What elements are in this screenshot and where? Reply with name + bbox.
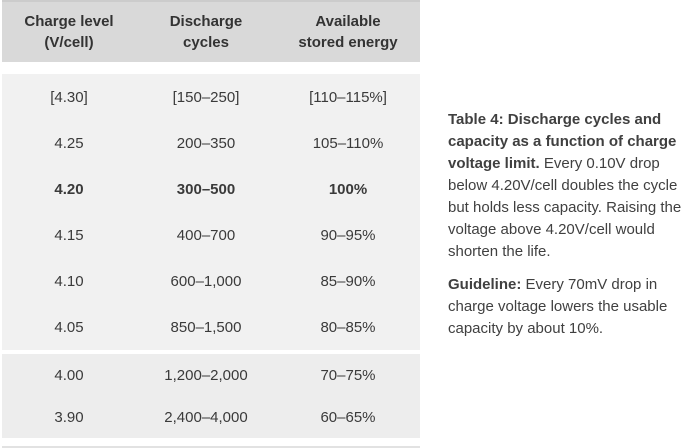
table-row <box>2 74 420 120</box>
table-row <box>2 354 420 396</box>
table-cell-energy: 90–95% <box>320 226 376 244</box>
header-cell-stored-energy <box>276 11 420 53</box>
header-cell-discharge-cycles <box>136 11 276 53</box>
table-row <box>2 166 420 212</box>
table-cell-energy: 70–75% <box>320 366 376 384</box>
guideline-label: Guideline: <box>448 276 522 293</box>
table-body-lower <box>2 354 420 438</box>
table-row <box>2 304 420 350</box>
table-cell-cycles: 1,200–2,000 <box>164 366 248 384</box>
table-cell-charge: [4.30] <box>50 88 88 106</box>
header-line: Discharge <box>169 13 243 30</box>
table-row <box>2 212 420 258</box>
table-cell-energy: 105–110% <box>312 134 384 152</box>
table-cell-charge: 4.15 <box>54 226 84 244</box>
header-line: cycles <box>183 34 229 51</box>
header-cell-charge-level <box>2 11 136 53</box>
table-cell-energy: 80–85% <box>320 318 376 336</box>
table-cell-charge: 4.20 <box>54 180 84 198</box>
table-header-row <box>2 0 420 62</box>
table-cell-charge: 4.25 <box>54 134 84 152</box>
table-row <box>2 120 420 166</box>
table-row <box>2 258 420 304</box>
table-cell-cycles: 400–700 <box>176 226 236 244</box>
table-cell-charge: 4.05 <box>54 318 84 336</box>
table-cell-cycles: 850–1,500 <box>170 318 242 336</box>
table-cell-energy: 85–90% <box>320 272 376 290</box>
caption-body: Every 0.10V drop below 4.20V/cell doubles the cycle but holds less capacity. Raising the voltage above 4.20V/cell would shorten the life. <box>448 155 682 260</box>
guideline-body: Every 70mV drop in charge voltage lowers the usable capacity by about 10%. <box>448 276 668 337</box>
header-line: stored energy <box>298 34 398 51</box>
header-line: Charge level <box>24 13 114 30</box>
table-cell-charge: 4.00 <box>54 366 84 384</box>
table-cell-cycles: 600–1,000 <box>170 272 242 290</box>
caption-title: Table 4: Discharge cycles and capacity as a function of charge voltage limit. <box>448 111 677 172</box>
table-row <box>2 396 420 438</box>
table-cell-energy: [110–115%] <box>309 88 387 106</box>
table-cell-charge: 4.10 <box>54 272 84 290</box>
table-cell-cycles: 2,400–4,000 <box>164 408 248 426</box>
table-body-upper <box>2 74 420 350</box>
discharge-cycles-table <box>2 0 420 438</box>
table-cell-energy: 100% <box>328 180 368 198</box>
table-cell-cycles: 200–350 <box>176 134 236 152</box>
caption-paragraph-1 <box>448 109 688 263</box>
table-cell-cycles: [150–250] <box>172 88 240 106</box>
table-cell-charge: 3.90 <box>54 408 84 426</box>
table-cell-energy: 60–65% <box>320 408 376 426</box>
header-line: (V/cell) <box>44 34 94 51</box>
header-line: Available <box>315 13 381 30</box>
table-cell-cycles: 300–500 <box>176 180 236 198</box>
caption-paragraph-2 <box>448 274 688 340</box>
table-caption <box>448 109 688 351</box>
